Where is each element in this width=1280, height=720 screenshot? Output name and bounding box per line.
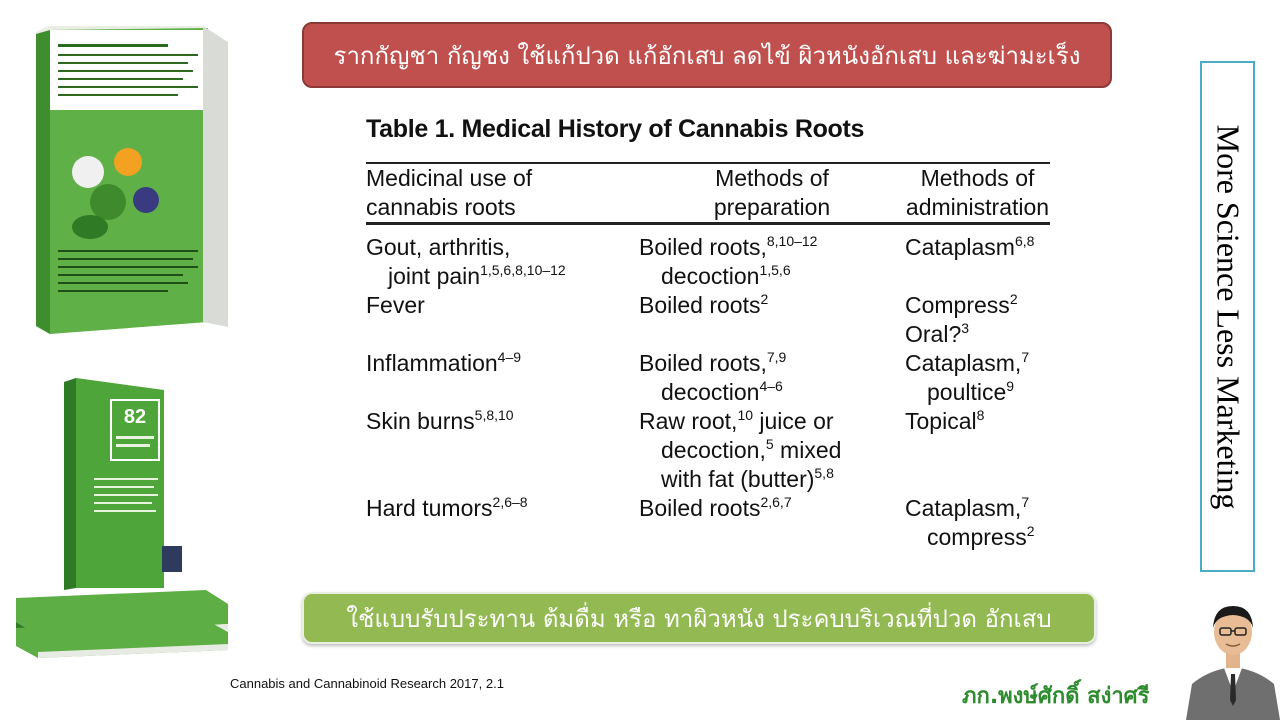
header-col1-line1: Medicinal use of bbox=[366, 165, 533, 191]
header-col2-line1: Methods of bbox=[715, 165, 829, 191]
row5-admin-line2-refs: 2 bbox=[1026, 523, 1035, 539]
row2-admin-line1-refs: 2 bbox=[1009, 291, 1018, 307]
row4-prep-line1b: juice or bbox=[753, 408, 834, 434]
bottom-banner-text: ใช้แบบรับประทาน ต้มดื่ม หรือ ทาผิวหนัง ประคบบริเวณที่ปวด อักเสบ bbox=[346, 604, 1052, 633]
table-row bbox=[366, 291, 1050, 349]
row5-admin-line1-refs: 7 bbox=[1021, 494, 1030, 510]
header-col3-line2: administration bbox=[905, 194, 1050, 220]
side-slogan-text: More Science Less Marketing bbox=[1210, 124, 1246, 509]
row4-prep-line3-refs: 5,8 bbox=[814, 465, 834, 481]
row1-admin-line1-refs: 6,8 bbox=[1014, 233, 1035, 249]
row4-use-line1-refs: 5,8,10 bbox=[474, 407, 514, 423]
row5-use-line1: Hard tumors bbox=[366, 495, 493, 521]
table-title: Table 1. Medical History of Cannabis Roots bbox=[366, 115, 865, 143]
row3-use-line1-refs: 4–9 bbox=[497, 349, 522, 365]
row3-prep-line2: decoction bbox=[661, 379, 760, 405]
header-col3-line1: Methods of bbox=[920, 165, 1035, 191]
header-col2-line2: preparation bbox=[713, 194, 831, 220]
bottom-banner bbox=[302, 592, 1096, 644]
row2-prep-line1: Boiled roots bbox=[639, 292, 761, 318]
row3-prep-line1-refs: 7,9 bbox=[766, 349, 787, 365]
table-row bbox=[366, 407, 1050, 494]
row1-use-line1: Gout, arthritis, bbox=[366, 234, 511, 260]
table-row bbox=[366, 494, 1050, 552]
row3-prep-line1: Boiled roots, bbox=[639, 350, 767, 376]
top-banner-text: รากกัญชา กัญชง ใช้แก้ปวด แก้อักเสบ ลดไข้ ผิวหนังอักเสบ และฆ่ามะเร็ง bbox=[333, 41, 1081, 70]
book-cover-image-top bbox=[28, 22, 238, 342]
row4-prep-line3: with fat (butter) bbox=[661, 466, 815, 492]
row1-prep-line1-refs: 8,10–12 bbox=[766, 233, 818, 249]
row3-admin-line2-refs: 9 bbox=[1006, 378, 1015, 394]
row3-admin-line1-refs: 7 bbox=[1021, 349, 1030, 365]
row3-admin-line2: poultice bbox=[927, 379, 1007, 405]
citation: Cannabis and Cannabinoid Research 2017, 2.1 bbox=[230, 676, 504, 691]
row4-prep-line2a: decoction, bbox=[661, 437, 766, 463]
row5-admin-line2: compress bbox=[927, 524, 1027, 550]
table-header-row bbox=[366, 164, 1050, 222]
row1-admin-line1: Cataplasm bbox=[905, 234, 1015, 260]
row4-use-line1: Skin burns bbox=[366, 408, 475, 434]
top-banner bbox=[302, 22, 1112, 88]
book-number: 82 bbox=[123, 406, 147, 428]
table-row bbox=[366, 349, 1050, 407]
row5-admin-line1: Cataplasm, bbox=[905, 495, 1022, 521]
row4-prep-line1a-refs: 10 bbox=[737, 407, 754, 423]
row1-use-line2: joint pain bbox=[388, 263, 481, 289]
row1-use-refs: 1,5,6,8,10–12 bbox=[480, 262, 566, 278]
row4-prep-line2a-refs: 5 bbox=[765, 436, 774, 452]
row1-prep-line2: decoction bbox=[661, 263, 760, 289]
table-row bbox=[366, 233, 1050, 291]
row2-prep-line1-refs: 2 bbox=[760, 291, 769, 307]
row4-admin-line1: Topical bbox=[905, 408, 977, 434]
header-col1-line2: cannabis roots bbox=[366, 194, 516, 220]
row3-use-line1: Inflammation bbox=[366, 350, 498, 376]
book-stack-image bbox=[16, 378, 231, 660]
row2-admin-line2: Oral? bbox=[905, 321, 962, 347]
row2-use-line1: Fever bbox=[366, 292, 425, 318]
row2-admin-line1: Compress bbox=[905, 292, 1010, 318]
row3-admin-line1: Cataplasm, bbox=[905, 350, 1022, 376]
row5-use-line1-refs: 2,6–8 bbox=[492, 494, 528, 510]
author-name: ภก.พงษ์ศักดิ์ สง่าศรี bbox=[962, 684, 1150, 709]
side-slogan-box bbox=[1200, 61, 1255, 572]
row2-admin-line2-refs: 3 bbox=[961, 320, 970, 336]
row5-prep-line1-refs: 2,6,7 bbox=[760, 494, 792, 510]
row4-prep-line2b: mixed bbox=[773, 437, 842, 463]
row5-prep-line1: Boiled roots bbox=[639, 495, 761, 521]
row3-prep-line2-refs: 4–6 bbox=[759, 378, 783, 394]
medical-history-table bbox=[366, 115, 1050, 552]
row1-prep-line2-refs: 1,5,6 bbox=[759, 262, 791, 278]
author-portrait bbox=[1186, 588, 1280, 720]
row4-admin-line1-refs: 8 bbox=[976, 407, 985, 423]
row4-prep-line1a: Raw root, bbox=[639, 408, 738, 434]
row1-prep-line1: Boiled roots, bbox=[639, 234, 767, 260]
